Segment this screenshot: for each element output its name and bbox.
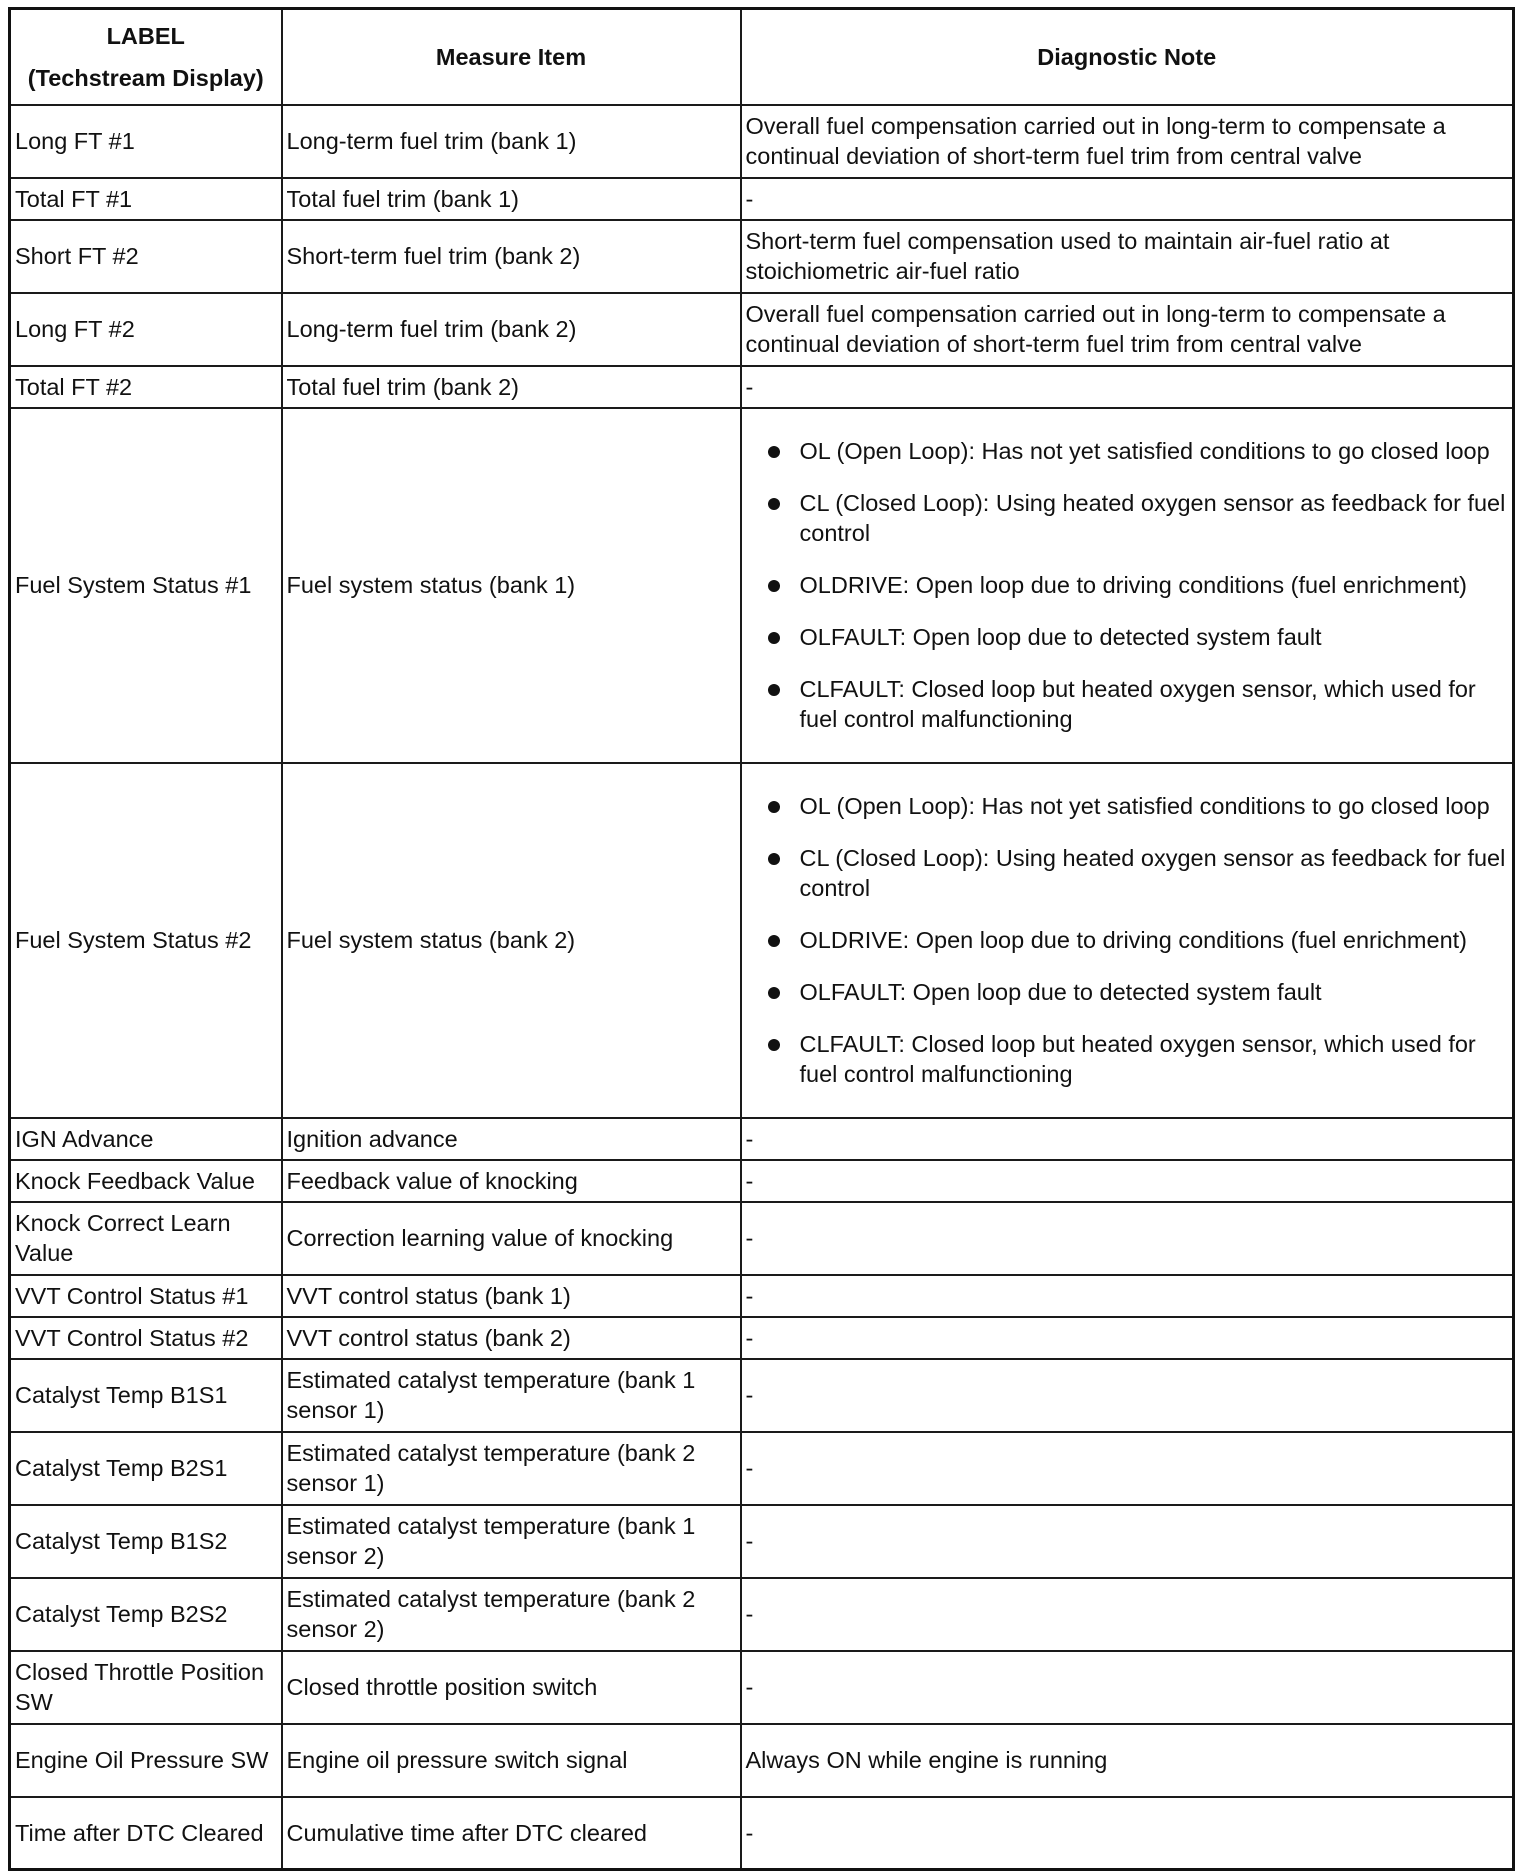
header-row	[10, 9, 1514, 105]
table-row	[10, 293, 1514, 366]
measure-cell: Total fuel trim (bank 1)	[282, 178, 741, 220]
note-cell: Always ON while engine is running	[741, 1724, 1514, 1797]
note-cell	[741, 408, 1514, 763]
table-row	[10, 105, 1514, 178]
note-cell: Overall fuel compensation carried out in long-term to compensate a continual deviation of short-term fuel trim from central valve	[741, 105, 1514, 178]
bullet-text: OL (Open Loop): Has not yet satisfied conditions to go closed loop	[799, 793, 1490, 819]
note-cell: -	[741, 366, 1514, 408]
note-cell: Short-term fuel compensation used to maintain air-fuel ratio at stoichiometric air-fuel ratio	[741, 220, 1514, 293]
label-cell: Closed Throttle Position SW	[10, 1651, 282, 1724]
measure-cell: Fuel system status (bank 2)	[282, 763, 741, 1118]
header-label	[10, 9, 282, 105]
note-cell: -	[741, 1432, 1514, 1505]
measure-cell: Closed throttle position switch	[282, 1651, 741, 1724]
measure-cell: VVT control status (bank 2)	[282, 1317, 741, 1359]
data-list-table	[8, 7, 1515, 1871]
bullet-icon	[768, 987, 780, 999]
status-bullet-list	[746, 436, 1509, 734]
list-item	[746, 436, 1509, 466]
label-cell: Fuel System Status #2	[10, 763, 282, 1118]
table-row	[10, 1359, 1514, 1432]
measure-cell: Engine oil pressure switch signal	[282, 1724, 741, 1797]
list-item	[746, 622, 1509, 652]
note-cell: -	[741, 1359, 1514, 1432]
bullet-icon	[768, 684, 780, 696]
note-cell: -	[741, 1578, 1514, 1651]
label-cell: Engine Oil Pressure SW	[10, 1724, 282, 1797]
measure-cell: Estimated catalyst temperature (bank 1 sensor 2)	[282, 1505, 741, 1578]
header-measure-item: Measure Item	[282, 9, 741, 105]
bullet-text: CL (Closed Loop): Using heated oxygen sensor as feedback for fuel control	[799, 845, 1506, 901]
label-cell: VVT Control Status #2	[10, 1317, 282, 1359]
bullet-icon	[768, 801, 780, 813]
list-item	[746, 1029, 1509, 1089]
bullet-text: CLFAULT: Closed loop but heated oxygen sensor, which used for fuel control malfunctioning	[799, 1031, 1476, 1087]
label-cell: Long FT #1	[10, 105, 282, 178]
bullet-text: OLFAULT: Open loop due to detected system fault	[799, 624, 1322, 650]
bullet-text: OL (Open Loop): Has not yet satisfied conditions to go closed loop	[799, 438, 1490, 464]
table-row	[10, 1317, 1514, 1359]
note-cell	[741, 763, 1514, 1118]
measure-cell: Estimated catalyst temperature (bank 2 sensor 1)	[282, 1432, 741, 1505]
bullet-icon	[768, 935, 780, 947]
note-cell: -	[741, 1160, 1514, 1202]
bullet-text: CLFAULT: Closed loop but heated oxygen sensor, which used for fuel control malfunctioning	[799, 676, 1476, 732]
note-cell: -	[741, 1505, 1514, 1578]
status-bullet-list	[746, 791, 1509, 1089]
note-cell: -	[741, 1202, 1514, 1275]
label-cell: Long FT #2	[10, 293, 282, 366]
table-row	[10, 1118, 1514, 1160]
table-row	[10, 1797, 1514, 1870]
label-cell: Catalyst Temp B1S1	[10, 1359, 282, 1432]
measure-cell: VVT control status (bank 1)	[282, 1275, 741, 1317]
label-cell: Fuel System Status #1	[10, 408, 282, 763]
label-cell: Total FT #2	[10, 366, 282, 408]
measure-cell: Ignition advance	[282, 1118, 741, 1160]
bullet-icon	[768, 498, 780, 510]
label-cell: Catalyst Temp B2S2	[10, 1578, 282, 1651]
measure-cell: Cumulative time after DTC cleared	[282, 1797, 741, 1870]
measure-cell: Total fuel trim (bank 2)	[282, 366, 741, 408]
list-item	[746, 674, 1509, 734]
table-row	[10, 1724, 1514, 1797]
label-cell: Short FT #2	[10, 220, 282, 293]
label-cell: Knock Correct Learn Value	[10, 1202, 282, 1275]
measure-cell: Fuel system status (bank 1)	[282, 408, 741, 763]
bullet-icon	[768, 580, 780, 592]
header-label-line1: LABEL	[106, 22, 185, 49]
measure-cell: Correction learning value of knocking	[282, 1202, 741, 1275]
bullet-icon	[768, 853, 780, 865]
table-row	[10, 178, 1514, 220]
note-cell: Overall fuel compensation carried out in long-term to compensate a continual deviation of short-term fuel trim from central valve	[741, 293, 1514, 366]
table-row	[10, 1202, 1514, 1275]
table-row	[10, 763, 1514, 1118]
bullet-icon	[768, 446, 780, 458]
measure-cell: Estimated catalyst temperature (bank 2 sensor 2)	[282, 1578, 741, 1651]
table-row	[10, 1505, 1514, 1578]
table-row	[10, 220, 1514, 293]
note-cell: -	[741, 1797, 1514, 1870]
list-item	[746, 843, 1509, 903]
list-item	[746, 925, 1509, 955]
label-cell: Time after DTC Cleared	[10, 1797, 282, 1870]
list-item	[746, 791, 1509, 821]
table-row	[10, 1160, 1514, 1202]
header-diagnostic-note: Diagnostic Note	[741, 9, 1514, 105]
measure-cell: Feedback value of knocking	[282, 1160, 741, 1202]
bullet-icon	[768, 632, 780, 644]
label-cell: Knock Feedback Value	[10, 1160, 282, 1202]
label-cell: IGN Advance	[10, 1118, 282, 1160]
bullet-text: OLDRIVE: Open loop due to driving conditions (fuel enrichment)	[799, 927, 1467, 953]
measure-cell: Long-term fuel trim (bank 2)	[282, 293, 741, 366]
bullet-text: OLDRIVE: Open loop due to driving conditions (fuel enrichment)	[799, 572, 1467, 598]
label-cell: Total FT #1	[10, 178, 282, 220]
list-item	[746, 570, 1509, 600]
measure-cell: Short-term fuel trim (bank 2)	[282, 220, 741, 293]
label-cell: Catalyst Temp B2S1	[10, 1432, 282, 1505]
note-cell: -	[741, 1275, 1514, 1317]
table-row	[10, 1432, 1514, 1505]
bullet-text: CL (Closed Loop): Using heated oxygen sensor as feedback for fuel control	[799, 490, 1506, 546]
table-row	[10, 408, 1514, 763]
note-cell: -	[741, 1651, 1514, 1724]
list-item	[746, 977, 1509, 1007]
header-label-line2: (Techstream Display)	[27, 64, 264, 91]
table-row	[10, 1651, 1514, 1724]
bullet-icon	[768, 1039, 780, 1051]
table-row	[10, 1275, 1514, 1317]
measure-cell: Estimated catalyst temperature (bank 1 sensor 1)	[282, 1359, 741, 1432]
note-cell: -	[741, 178, 1514, 220]
note-cell: -	[741, 1317, 1514, 1359]
bullet-text: OLFAULT: Open loop due to detected system fault	[799, 979, 1322, 1005]
label-cell: Catalyst Temp B1S2	[10, 1505, 282, 1578]
measure-cell: Long-term fuel trim (bank 1)	[282, 105, 741, 178]
list-item	[746, 488, 1509, 548]
table-row	[10, 1578, 1514, 1651]
note-cell: -	[741, 1118, 1514, 1160]
table-row	[10, 366, 1514, 408]
label-cell: VVT Control Status #1	[10, 1275, 282, 1317]
